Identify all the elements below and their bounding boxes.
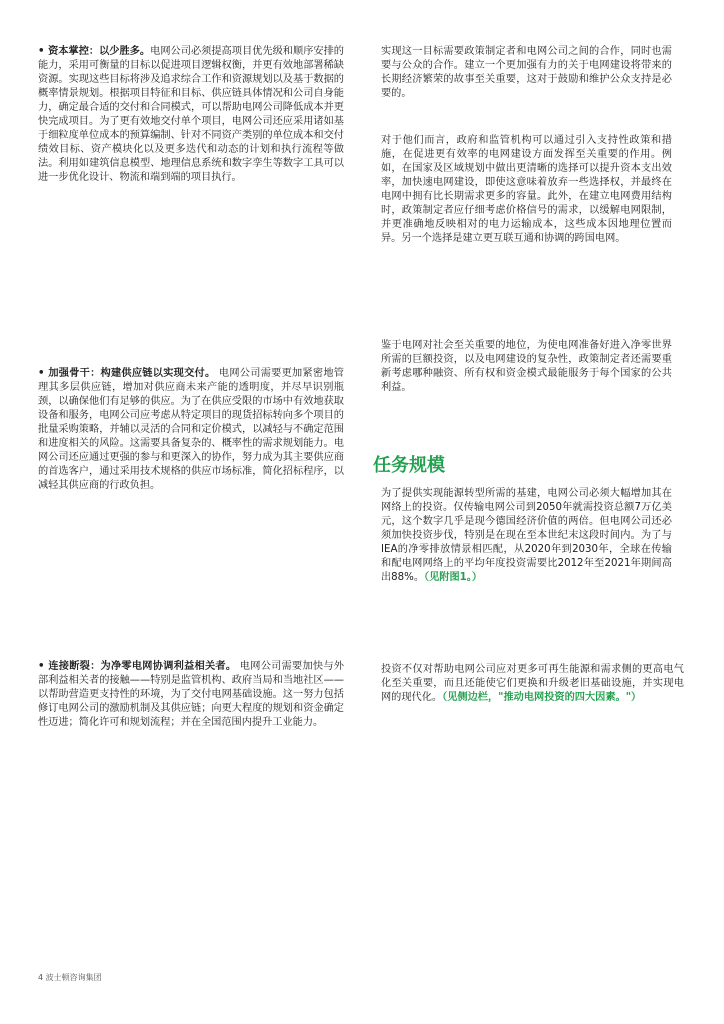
section-heading: 任务规模 <box>373 455 445 476</box>
paragraph-financing-models: 鉴于电网对社会至关重要的地位，为使电网准备好进入净零世界所需的巨额投资，以及电网建设的复杂性，政策制定者还需要重新考虑哪种融资、所有权和资金模式最能服务于每个国家的公共利益。 <box>381 340 672 393</box>
paragraph-lead: • 加强骨干：构建供应链以实现交付。 <box>38 368 216 379</box>
paragraph-supply-chain <box>38 367 344 493</box>
paragraph-text: 为了提供实现能源转型所需的基建，电网公司必须大幅增加其在网络上的投资。仅传输电网公司到2050年就需投资总额7万亿美元，这个数字几乎是现今德国经济价值的两倍。但电网公司还必须加快投资步伐，特别是在现在至本世纪末这段时间内。为了与IEA的净零排放情景相匹配，从2020年到2030年，全球在传输和配电网网络上的平均年度投资需要比2012年至2021年期间高出88%。 <box>381 488 672 583</box>
paragraph-text: 电网公司需要加快与外部利益相关者的接触——特别是监管机构、政府当局和当地社区——以帮助营造更支持性的环境，为了交付电网基础设施。这一努力包括修订电网公司的激励机制及其供应链；向更大程度的规划和资金确定性迈进；简化许可和规划流程；并在全国范围内提升工业能力。 <box>38 661 344 728</box>
paragraph-policy-role: 对于他们而言，政府和监管机构可以通过引入支持性政策和措施，在促进更有效率的电网建设方面发挥至关重要的作用。例如，在国家及区域规划中做出更清晰的选择可以提升资本支出效率，加快速电网建设，即使这意味着放弃一些选择权，并最终在电网中拥有比长期需求更多的容量。此外，在建立电网费用结构时，政策制定者应仔细考虑价格信号的需求，以缓解电网限制，并更准确地反映相对的电力运输成本，这些成本因地理位置而异。另一个选择是建立更互联互通和协调的跨国电网。 <box>381 135 672 244</box>
paragraph-lead: • 资本掌控：以少胜多。 <box>38 46 151 57</box>
sidebar-reference-link[interactable]: （见侧边栏，"推动电网投资的四大因素。"） <box>442 692 642 703</box>
figure-reference-link[interactable]: （见附图1。） <box>424 572 483 583</box>
paragraph-capital-control <box>38 45 344 185</box>
paragraph-modernization <box>381 663 684 705</box>
paragraph-text: 电网公司必须提高项目优先级和顺序安排的能力，采用可衡量的目标以促进项目逻辑权衡，并更有效地部署稀缺资源。实现这些目标将涉及追求综合工作和资源规划以及基于数据的概率情景规划。根据项目特征和目标、供应链具体情况和公司自身能力，确定最合适的交付和合同模式，可以帮助电网公司降低成本并更快完成项目。为了更有效地交付单个项目，电网公司还应采用诸如基于细粒度单位成本的预算编制、针对不同资产类别的单位成本和交付绩效目标、资产模块化以及更多迭代和动态的计划和执行流程等做法。利用如建筑信息模型、地理信息系统和数字孪生等数字工具可以进一步优化设计、物流和端到端的项目执行。 <box>38 46 344 183</box>
page-footer: 4 波士顿咨询集团 <box>38 973 102 982</box>
paragraph-text: 投资不仅对帮助电网公司应对更多可再生能源和需求侧的更高电气化至关重要，而且还能使它们更换和升级老旧基础设施，并实现电网的现代化。 <box>381 664 684 703</box>
paragraph-investment-scale <box>381 487 672 585</box>
paragraph-text: 电网公司需要更加紧密地管理其多层供应链，增加对供应商未来产能的透明度，并尽早识别瓶颈，以确保他们有足够的供应。为了在供应受限的市场中有效地获取设备和服务，电网公司应考虑从特定项目的现货招标转向多个项目的批量采购策略，并辅以灵活的合同和定价模式，以减轻与不确定范围和进度相关的风险。这需要具备复杂的、概率性的需求规划能力。电网公司还应通过更强的参与和更深入的协作，努力成为其主要供应商的首选客户，通过采用技术规格的供应市场标准，简化招标程序，以减轻其供应商的行政负担。 <box>38 368 344 491</box>
paragraph-stakeholders <box>38 660 344 730</box>
paragraph-cooperation: 实现这一目标需要政策制定者和电网公司之间的合作，同时也需要与公众的合作。建立一个更加强有力的关于电网建设将带来的长期经济繁荣的故事至关重要，这对于鼓励和维护公众支持是必要的。 <box>381 46 672 99</box>
paragraph-lead: • 连接断裂：为净零电网协调利益相关者。 <box>38 661 237 672</box>
